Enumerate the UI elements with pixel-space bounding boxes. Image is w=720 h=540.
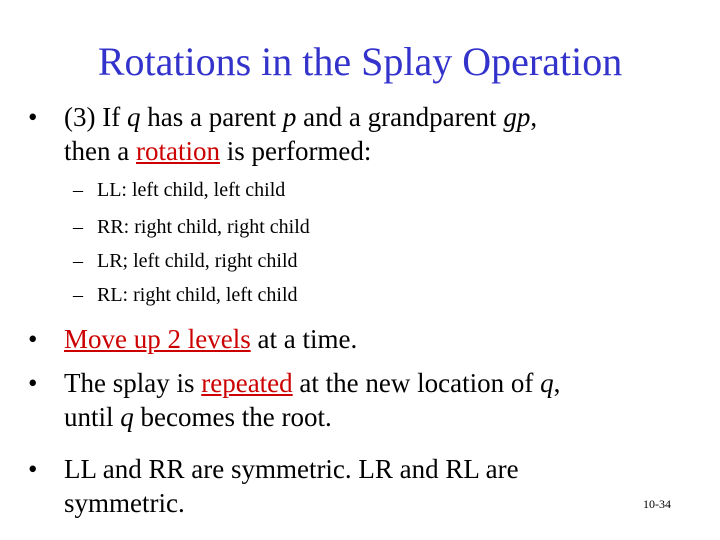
bullet-marker: •: [28, 102, 38, 132]
bullet-marker: •: [28, 454, 38, 484]
sub-item-lr: – LR; left child, right child: [73, 250, 298, 272]
sub-item-ll: – LL: left child, left child: [73, 179, 286, 201]
bullet-3: • The splay is repeated at the new location of q, until q becomes the root.: [28, 368, 561, 432]
page-number: 10-34: [643, 497, 671, 511]
sub-item-rr: – RR: right child, right child: [73, 216, 310, 238]
slide-title: Rotations in the Splay Operation: [97, 39, 623, 84]
bullet-2: • Move up 2 levels at a time.: [28, 324, 358, 354]
rotation-term: rotation: [135, 136, 220, 166]
bullet-4: • LL and RR are symmetric. LR and RL are symmetric.: [28, 454, 519, 518]
bullet-1: • (3) If q has a parent p and a grandparent gp, then a rotation is performed:: [28, 102, 538, 166]
move-up-highlight: Move up 2 levels: [64, 324, 251, 354]
bullet-marker: •: [28, 324, 38, 354]
sub-item-rl: – RL: right child, left child: [73, 284, 298, 306]
repeated-term: repeated: [201, 368, 293, 398]
bullet-marker: •: [28, 368, 38, 398]
